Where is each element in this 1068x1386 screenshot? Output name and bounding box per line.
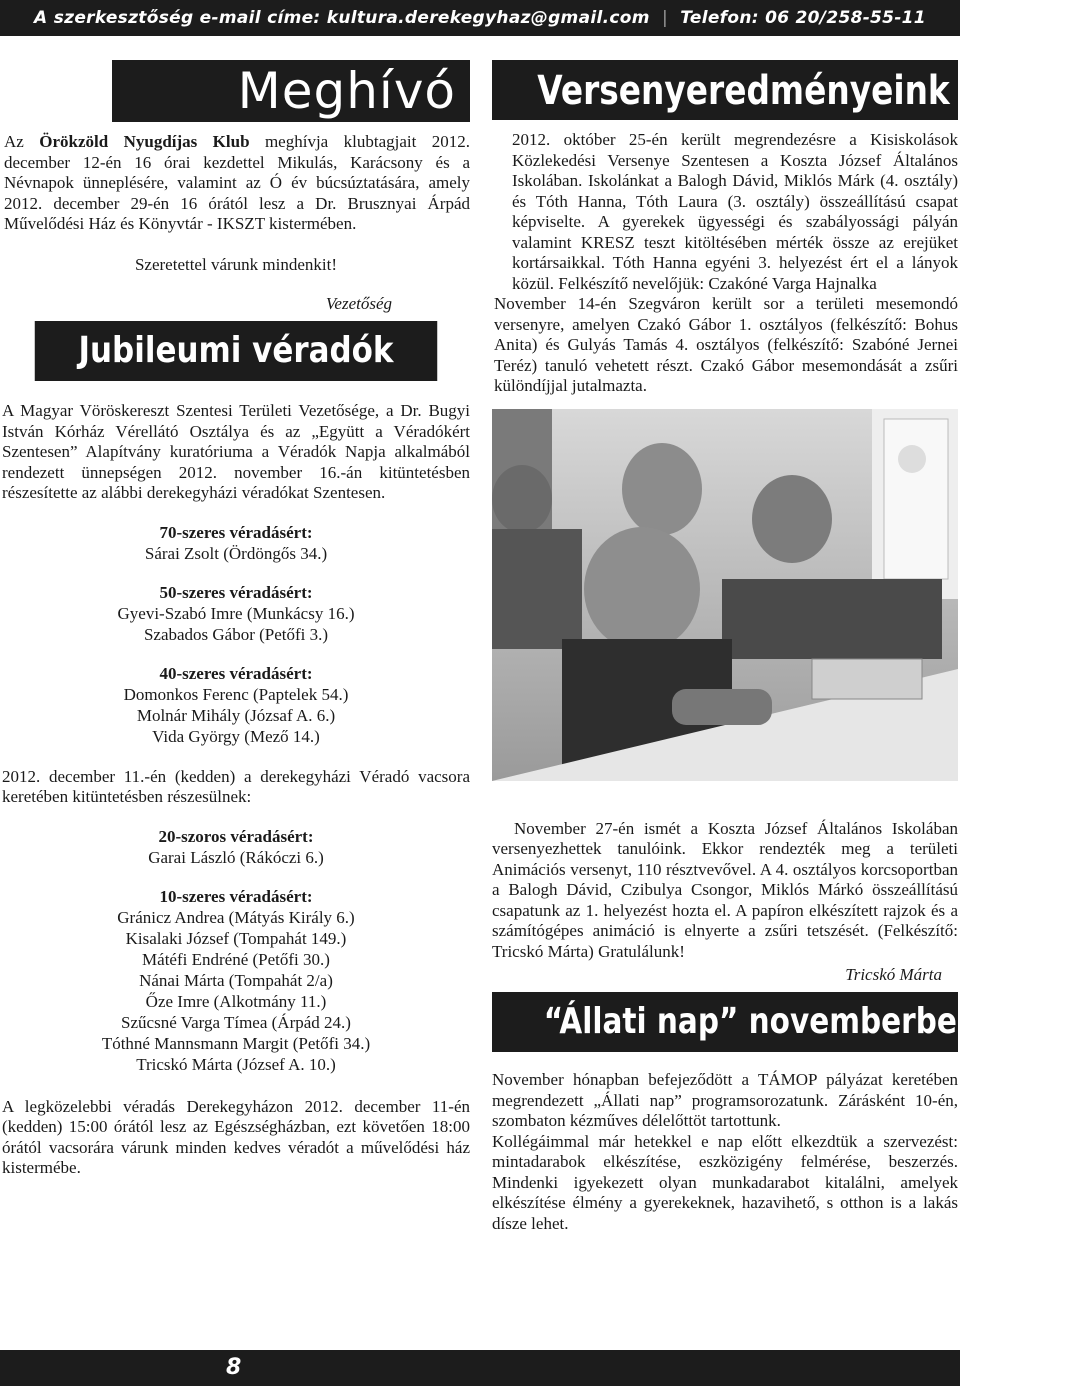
award-group-title: 20-szoros véradásért: [158,826,314,846]
award-group-title: 70-szeres véradásért: [159,522,313,542]
donor-name: Őze Imre (Alkotmány 11.) [145,991,327,1011]
editorial-email: A szerkesztőség e-mail címe: kultura.derekegyhaz@gmail.com [34,8,650,28]
animal-day-title: “Állati nap” novemberben is [492,992,958,1052]
left-column [2,60,470,1179]
award-group-title: 10-szeres véradásért: [159,886,313,906]
header-separator: | [661,8,668,28]
results-signature: Tricskó Márta [845,965,942,984]
invitation-body: Az Örökzöld Nyugdíjas Klub meghívja klubtagjait 2012. december 12-én 16 órai kezdettel Mikulás, Karácsony és a Névnapok ünneplésére, valamint az Ó év búcsúztatására, amely 2012. december 29-én 16 órától lesz a Dr. Brusznyai Árpád Művelődési Ház és Könyvtár - IKSZT kistermében. [4,132,470,233]
award-group-title: 40-szeres véradásért: [159,663,313,683]
photo-illustration [492,409,958,781]
dinner-announcement: 2012. december 11.-én (kedden) a derekegyházi Véradó vacsora keretében kitüntetésben részesülnek: [2,766,470,806]
donor-name: Nánai Márta (Tompahát 2/a) [139,970,333,990]
award-group [2,826,470,868]
award-groups-first [2,522,470,747]
next-donation-notice: A legközelebbi véradás Derekegyházon 2012. december 11-én (kedden) 15:00 órától lesz az Egészségházban, ezt követően 18:00 órától vacsorára várunk minden kedves véradót a művelődési ház kistermébe. [2,1096,470,1177]
invitation-closing: Szeretettel várunk mindenkit! [134,254,338,274]
animal-day-paragraph-organization: Kollégáimmal már hetekkel e nap előtt elkezdtük a szervezést: mintadarabok elkészítése, eszközigény felmérése, beszerzés. Mindenki igyekezett olyan munkadarabot kitalálni, amelyek elkészítése élmény a gyerekeknek, hazavihető, s otthon is a lakás dísze lehet. [492,1131,958,1233]
donor-name: Vida György (Mező 14.) [152,726,320,746]
donor-name: Gyevi-Szabó Imre (Munkácsy 16.) [117,603,355,623]
donor-name: Gránicz Andrea (Mátyás Király 6.) [117,907,355,927]
right-column [492,60,1016,1234]
donor-name: Szűcsné Varga Tímea (Árpád 24.) [121,1012,351,1032]
award-group [2,663,470,747]
animal-day-paragraph-intro: November hónapban befejeződött a TÁMOP pályázat keretében megrendezett „Állati nap” programsorozatunk. Zárásként 10-én, szombaton kézműves délelőttöt tartottunk. [492,1070,958,1130]
results-paragraph-storytelling: November 14-én Szegváron került sor a területi mesemondó versenyre, amelyen Czakó Gábor 1. osztályos (felkészítő: Bohus Anita) és Gulyás Tamás 4. osztályos (felkészítő: Szabóné Jernei Teréz) tanuló vehetett részt. Czakó Gábor mesemondását a zsűri különdíjjal jutalmazta. [494,294,958,395]
invitation-signature: Vezetőség [325,294,392,313]
donor-name: Garai László (Rákóczi 6.) [148,847,324,867]
blood-donation-intro: A Magyar Vöröskereszt Szentesi Területi Vezetősége, a Dr. Bugyi István Kórház Vérellátó Osztálya és az „Együtt a Véradókért Szentesen” Alapítvány kuratóriuma a Véradók Napja alkalmából rendezett ünnepségen 2012. november 16.-án kitüntetésben részesítette az alábbi derekegyházi véradókat Szentesen. [2,401,470,502]
award-group-title: 50-szeres véradásért: [159,582,313,602]
results-title: Versenyeredményeink [492,60,958,120]
award-group [2,522,470,564]
editorial-phone: Telefon: 06 20/258-55-11 [680,8,926,28]
invitation-title: Meghívó [112,60,470,122]
award-group [2,582,470,645]
children-working-photo [492,409,958,781]
donor-name: Molnár Mihály (Józsaf A. 6.) [136,705,336,725]
donor-name: Tricskó Márta (József A. 10.) [136,1054,336,1074]
donor-name: Mátéfi Endréné (Petőfi 30.) [142,949,330,969]
page-footer-bar [0,1350,960,1386]
page-header-bar [0,0,960,36]
results-paragraph-traffic: 2012. október 25-én került megrendezésre a Kisiskolások Közlekedési Versenye Szentesen a Koszta József Általános Iskolában. Iskolánkat a Balogh Dávid, Miklós Márk (4. osztály) és Tóth Hanna, Tóth Laura (3. osztály) összeállítású csapat képviselte. A gyerekek ügyességi és szabályossági pályán valamint KRESZ teszt kitöltésében mérték össze az erejüket kortársaikkal. Tóth Hanna egyéni 3. helyezést ért el a lányok közül. Felkészítő nevelőjük: Czakóné Varga Hajnalka [512,130,958,293]
page-number: 8 [226,1355,242,1380]
donor-name: Sárai Zsolt (Ördöngős 34.) [144,543,328,563]
award-groups-second [2,826,470,1075]
donor-name: Tóthné Mannsmann Margit (Petőfi 34.) [101,1033,371,1053]
blood-donation-title: Jubileumi véradók [35,321,437,381]
donor-name: Kisalaki József (Tompahát 149.) [125,928,347,948]
award-group [2,886,470,1075]
donor-name: Domonkos Ferenc (Paptelek 54.) [123,684,349,704]
results-paragraph-animation: November 27-én ismét a Koszta József Általános Iskolában versenyezhettek tanulóink. Ekkor rendezték meg a területi Animációs versenyt, 110 résztvevővel. A 4. osztályos korcsoportban a Balogh Dávid, Czibulya Csongor, Miklós Márkó összeállítású csapatunk az 1. helyezést hozta el. A papíron elkészített rajzok és a számítógépes animáció is elnyerte a zsűri tetszését. (Felkészítő: Tricskó Márta) Gratulálunk! [492,818,958,961]
club-name: Örökzöld Nyugdíjas Klub [39,132,250,151]
donor-name: Szabados Gábor (Petőfi 3.) [143,624,329,644]
